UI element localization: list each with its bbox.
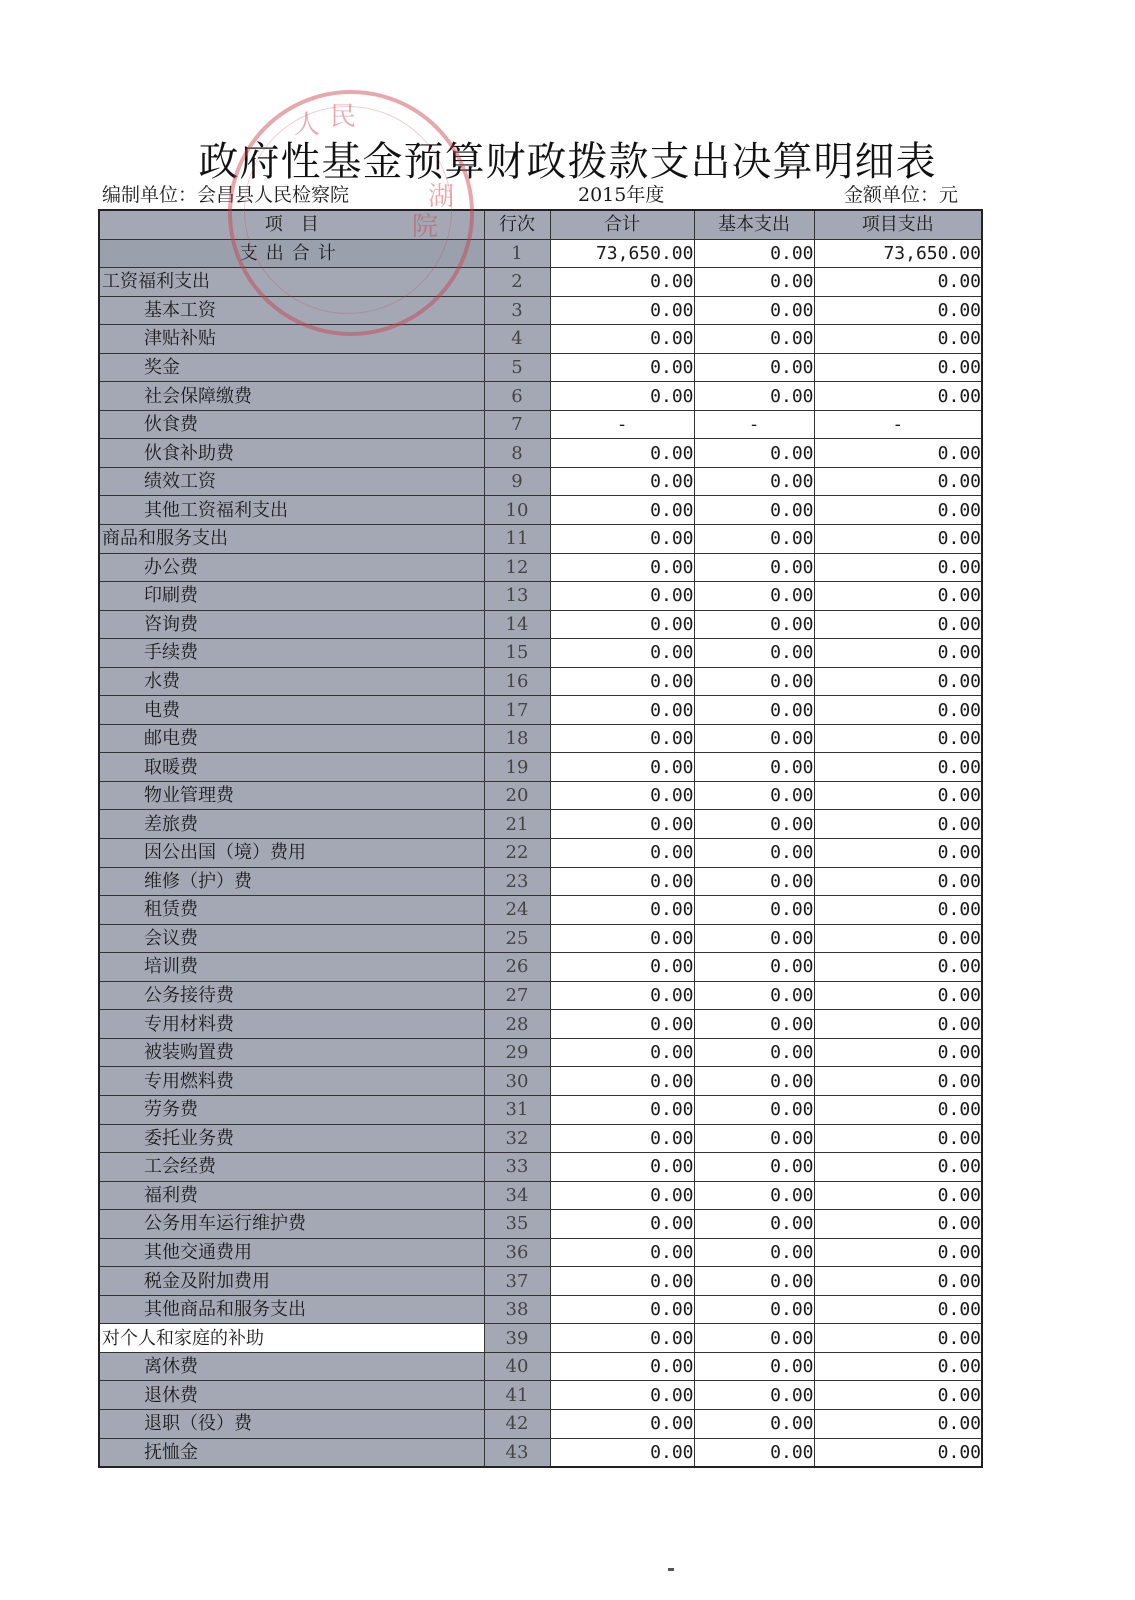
row-item: 伙食补助费 <box>99 439 484 468</box>
header-total: 合计 <box>550 210 694 239</box>
row-project: 0.00 <box>814 981 982 1010</box>
table-row <box>99 667 982 696</box>
row-line-no: 5 <box>484 353 550 382</box>
table-row <box>99 953 982 982</box>
row-project: 0.00 <box>814 753 982 782</box>
table-row <box>99 496 982 525</box>
row-basic: 0.00 <box>694 781 814 810</box>
row-basic: 0.00 <box>694 839 814 868</box>
row-project: 0.00 <box>814 553 982 582</box>
table-row <box>99 1381 982 1410</box>
row-total: 73,650.00 <box>550 239 694 268</box>
row-item: 税金及附加费用 <box>99 1267 484 1296</box>
row-item: 会议费 <box>99 924 484 953</box>
table-row <box>99 268 982 297</box>
row-line-no: 27 <box>484 981 550 1010</box>
row-item: 离休费 <box>99 1352 484 1381</box>
table-row <box>99 410 982 439</box>
row-total: 0.00 <box>550 667 694 696</box>
row-basic: 0.00 <box>694 753 814 782</box>
page-title: 政府性基金预算财政拨款支出决算明细表 <box>198 139 937 185</box>
table-row <box>99 1267 982 1296</box>
row-item: 专用材料费 <box>99 1010 484 1039</box>
row-project: 0.00 <box>814 1067 982 1096</box>
row-total: 0.00 <box>550 1438 694 1467</box>
row-basic: 0.00 <box>694 268 814 297</box>
row-total: 0.00 <box>550 1267 694 1296</box>
row-total: 0.00 <box>550 296 694 325</box>
row-basic: 0.00 <box>694 325 814 354</box>
row-item: 商品和服务支出 <box>99 525 484 554</box>
row-project: 0.00 <box>814 268 982 297</box>
row-basic: 0.00 <box>694 525 814 554</box>
row-total: 0.00 <box>550 496 694 525</box>
row-basic: 0.00 <box>694 1181 814 1210</box>
table-row <box>99 1038 982 1067</box>
row-item: 抚恤金 <box>99 1438 484 1467</box>
row-line-no: 33 <box>484 1153 550 1182</box>
row-line-no: 24 <box>484 896 550 925</box>
row-project: 0.00 <box>814 467 982 496</box>
table-row <box>99 439 982 468</box>
header-line-no: 行次 <box>484 210 550 239</box>
row-project: 0.00 <box>814 867 982 896</box>
row-project: 0.00 <box>814 839 982 868</box>
row-line-no: 19 <box>484 753 550 782</box>
row-item: 手续费 <box>99 639 484 668</box>
table-row <box>99 896 982 925</box>
row-line-no: 30 <box>484 1067 550 1096</box>
row-project: 0.00 <box>814 696 982 725</box>
row-project: 0.00 <box>814 667 982 696</box>
row-basic: 0.00 <box>694 1238 814 1267</box>
row-line-no: 40 <box>484 1352 550 1381</box>
table-body <box>99 239 982 1467</box>
row-project: 0.00 <box>814 1153 982 1182</box>
row-total: 0.00 <box>550 1324 694 1353</box>
row-project: 0.00 <box>814 1210 982 1239</box>
row-basic: 0.00 <box>694 353 814 382</box>
row-line-no: 26 <box>484 953 550 982</box>
row-basic: 0.00 <box>694 981 814 1010</box>
row-basic: 0.00 <box>694 1438 814 1467</box>
row-item: 咨询费 <box>99 610 484 639</box>
row-basic: 0.00 <box>694 924 814 953</box>
row-line-no: 3 <box>484 296 550 325</box>
row-line-no: 41 <box>484 1381 550 1410</box>
table-row <box>99 525 982 554</box>
row-total: 0.00 <box>550 525 694 554</box>
row-project: 0.00 <box>814 924 982 953</box>
row-item: 因公出国（境）费用 <box>99 839 484 868</box>
row-item: 退职（役）费 <box>99 1409 484 1438</box>
table-row <box>99 1324 982 1353</box>
row-project: 0.00 <box>814 1238 982 1267</box>
row-basic: 0.00 <box>694 1352 814 1381</box>
row-item: 工会经费 <box>99 1153 484 1182</box>
row-item: 伙食费 <box>99 410 484 439</box>
row-line-no: 37 <box>484 1267 550 1296</box>
table-row <box>99 353 982 382</box>
row-line-no: 38 <box>484 1295 550 1324</box>
row-item: 取暖费 <box>99 753 484 782</box>
row-total: 0.00 <box>550 867 694 896</box>
row-item: 被装购置费 <box>99 1038 484 1067</box>
row-line-no: 18 <box>484 724 550 753</box>
row-basic: 0.00 <box>694 553 814 582</box>
row-item: 培训费 <box>99 953 484 982</box>
row-project: 0.00 <box>814 382 982 411</box>
table-row <box>99 839 982 868</box>
row-basic: 0.00 <box>694 953 814 982</box>
row-basic: 0.00 <box>694 810 814 839</box>
row-total: - <box>550 410 694 439</box>
compiling-unit: 编制单位：会昌县人民检察院 <box>102 184 350 206</box>
table-row <box>99 810 982 839</box>
row-project: 0.00 <box>814 1124 982 1153</box>
row-basic: 0.00 <box>694 382 814 411</box>
row-total: 0.00 <box>550 439 694 468</box>
official-seal: 人 民 湖 院 <box>228 90 474 336</box>
row-item: 支出合计 <box>99 239 484 268</box>
row-basic: 0.00 <box>694 724 814 753</box>
table-row <box>99 1238 982 1267</box>
table-row <box>99 1153 982 1182</box>
row-item: 绩效工资 <box>99 467 484 496</box>
row-project: 73,650.00 <box>814 239 982 268</box>
row-line-no: 15 <box>484 639 550 668</box>
row-total: 0.00 <box>550 953 694 982</box>
row-basic: 0.00 <box>694 1381 814 1410</box>
row-total: 0.00 <box>550 582 694 611</box>
row-project: 0.00 <box>814 1324 982 1353</box>
table-row <box>99 553 982 582</box>
row-line-no: 4 <box>484 325 550 354</box>
row-total: 0.00 <box>550 610 694 639</box>
row-line-no: 42 <box>484 1409 550 1438</box>
row-basic: 0.00 <box>694 1067 814 1096</box>
row-total: 0.00 <box>550 781 694 810</box>
row-line-no: 43 <box>484 1438 550 1467</box>
table-row <box>99 1438 982 1467</box>
row-item: 物业管理费 <box>99 781 484 810</box>
row-project: 0.00 <box>814 1181 982 1210</box>
row-line-no: 34 <box>484 1181 550 1210</box>
row-total: 0.00 <box>550 325 694 354</box>
row-total: 0.00 <box>550 1010 694 1039</box>
table-row <box>99 582 982 611</box>
row-basic: 0.00 <box>694 696 814 725</box>
header-basic: 基本支出 <box>694 210 814 239</box>
row-project: 0.00 <box>814 353 982 382</box>
row-line-no: 36 <box>484 1238 550 1267</box>
row-project: 0.00 <box>814 1409 982 1438</box>
row-total: 0.00 <box>550 839 694 868</box>
row-project: 0.00 <box>814 296 982 325</box>
row-project: 0.00 <box>814 1381 982 1410</box>
row-project: 0.00 <box>814 1352 982 1381</box>
row-basic: 0.00 <box>694 1210 814 1239</box>
row-line-no: 2 <box>484 268 550 297</box>
row-item: 社会保障缴费 <box>99 382 484 411</box>
row-total: 0.00 <box>550 1210 694 1239</box>
table-row <box>99 924 982 953</box>
row-total: 0.00 <box>550 1295 694 1324</box>
row-total: 0.00 <box>550 553 694 582</box>
row-project: 0.00 <box>814 953 982 982</box>
row-basic: 0.00 <box>694 1038 814 1067</box>
row-project: 0.00 <box>814 724 982 753</box>
row-line-no: 11 <box>484 525 550 554</box>
row-total: 0.00 <box>550 1352 694 1381</box>
row-project: 0.00 <box>814 1010 982 1039</box>
header-project: 项目支出 <box>814 210 982 239</box>
row-basic: 0.00 <box>694 1010 814 1039</box>
row-project: - <box>814 410 982 439</box>
row-line-no: 32 <box>484 1124 550 1153</box>
row-line-no: 17 <box>484 696 550 725</box>
row-basic: 0.00 <box>694 439 814 468</box>
row-project: 0.00 <box>814 439 982 468</box>
row-line-no: 10 <box>484 496 550 525</box>
row-item: 工资福利支出 <box>99 268 484 297</box>
row-basic: 0.00 <box>694 496 814 525</box>
row-item: 印刷费 <box>99 582 484 611</box>
row-project: 0.00 <box>814 1095 982 1124</box>
row-line-no: 16 <box>484 667 550 696</box>
row-total: 0.00 <box>550 382 694 411</box>
table-row <box>99 382 982 411</box>
row-total: 0.00 <box>550 1153 694 1182</box>
money-unit: 金额单位：元 <box>844 184 959 206</box>
row-item: 劳务费 <box>99 1095 484 1124</box>
row-total: 0.00 <box>550 810 694 839</box>
row-basic: 0.00 <box>694 1124 814 1153</box>
row-item: 基本工资 <box>99 296 484 325</box>
row-total: 0.00 <box>550 981 694 1010</box>
row-total: 0.00 <box>550 639 694 668</box>
table-row <box>99 325 982 354</box>
row-item: 公务接待费 <box>99 981 484 1010</box>
row-basic: - <box>694 410 814 439</box>
row-line-no: 7 <box>484 410 550 439</box>
table-row <box>99 981 982 1010</box>
row-total: 0.00 <box>550 896 694 925</box>
row-line-no: 35 <box>484 1210 550 1239</box>
row-item: 其他商品和服务支出 <box>99 1295 484 1324</box>
table-row <box>99 1124 982 1153</box>
row-total: 0.00 <box>550 1238 694 1267</box>
row-total: 0.00 <box>550 467 694 496</box>
row-basic: 0.00 <box>694 582 814 611</box>
row-project: 0.00 <box>814 1267 982 1296</box>
row-total: 0.00 <box>550 1067 694 1096</box>
row-project: 0.00 <box>814 325 982 354</box>
row-item: 福利费 <box>99 1181 484 1210</box>
table-row <box>99 696 982 725</box>
table-row <box>99 724 982 753</box>
table-row <box>99 1352 982 1381</box>
row-basic: 0.00 <box>694 896 814 925</box>
table-row <box>99 781 982 810</box>
header-item: 项 目 <box>99 210 484 239</box>
row-item: 奖金 <box>99 353 484 382</box>
row-basic: 0.00 <box>694 1324 814 1353</box>
row-line-no: 25 <box>484 924 550 953</box>
row-project: 0.00 <box>814 896 982 925</box>
row-line-no: 39 <box>484 1324 550 1353</box>
row-item: 委托业务费 <box>99 1124 484 1153</box>
row-total: 0.00 <box>550 1181 694 1210</box>
row-total: 0.00 <box>550 753 694 782</box>
table-row <box>99 239 982 268</box>
row-project: 0.00 <box>814 639 982 668</box>
row-total: 0.00 <box>550 924 694 953</box>
row-basic: 0.00 <box>694 1409 814 1438</box>
row-project: 0.00 <box>814 610 982 639</box>
row-item: 水费 <box>99 667 484 696</box>
row-total: 0.00 <box>550 1381 694 1410</box>
table-row <box>99 1409 982 1438</box>
row-item: 其他交通费用 <box>99 1238 484 1267</box>
row-line-no: 22 <box>484 839 550 868</box>
row-project: 0.00 <box>814 781 982 810</box>
table-row <box>99 1095 982 1124</box>
row-line-no: 20 <box>484 781 550 810</box>
row-line-no: 1 <box>484 239 550 268</box>
row-item: 其他工资福利支出 <box>99 496 484 525</box>
table-row <box>99 1010 982 1039</box>
row-project: 0.00 <box>814 1438 982 1467</box>
row-basic: 0.00 <box>694 639 814 668</box>
row-basic: 0.00 <box>694 610 814 639</box>
row-line-no: 29 <box>484 1038 550 1067</box>
row-project: 0.00 <box>814 810 982 839</box>
row-basic: 0.00 <box>694 296 814 325</box>
table-row <box>99 296 982 325</box>
fiscal-year: 2015年度 <box>578 184 665 206</box>
row-total: 0.00 <box>550 696 694 725</box>
row-item: 公务用车运行维护费 <box>99 1210 484 1239</box>
row-line-no: 21 <box>484 810 550 839</box>
row-total: 0.00 <box>550 268 694 297</box>
row-item: 租赁费 <box>99 896 484 925</box>
row-item: 对个人和家庭的补助 <box>99 1324 484 1353</box>
row-item: 维修（护）费 <box>99 867 484 896</box>
table-row <box>99 1210 982 1239</box>
row-project: 0.00 <box>814 1295 982 1324</box>
row-basic: 0.00 <box>694 1095 814 1124</box>
row-total: 0.00 <box>550 724 694 753</box>
row-item: 电费 <box>99 696 484 725</box>
row-item: 邮电费 <box>99 724 484 753</box>
table-row <box>99 753 982 782</box>
row-line-no: 9 <box>484 467 550 496</box>
row-line-no: 13 <box>484 582 550 611</box>
row-total: 0.00 <box>550 1124 694 1153</box>
row-total: 0.00 <box>550 1038 694 1067</box>
row-item: 办公费 <box>99 553 484 582</box>
row-total: 0.00 <box>550 353 694 382</box>
table-row <box>99 867 982 896</box>
table-row <box>99 467 982 496</box>
table-row <box>99 1295 982 1324</box>
row-item: 差旅费 <box>99 810 484 839</box>
row-item: 退休费 <box>99 1381 484 1410</box>
row-project: 0.00 <box>814 525 982 554</box>
row-item: 津贴补贴 <box>99 325 484 354</box>
row-line-no: 6 <box>484 382 550 411</box>
row-total: 0.00 <box>550 1409 694 1438</box>
row-basic: 0.00 <box>694 1267 814 1296</box>
table-row <box>99 639 982 668</box>
row-line-no: 23 <box>484 867 550 896</box>
scan-speck <box>668 1568 674 1571</box>
row-project: 0.00 <box>814 1038 982 1067</box>
row-basic: 0.00 <box>694 867 814 896</box>
row-basic: 0.00 <box>694 467 814 496</box>
row-project: 0.00 <box>814 582 982 611</box>
table-row <box>99 1181 982 1210</box>
row-project: 0.00 <box>814 496 982 525</box>
table-header-row <box>99 210 982 239</box>
expenditure-table <box>98 209 983 1468</box>
row-line-no: 8 <box>484 439 550 468</box>
row-basic: 0.00 <box>694 667 814 696</box>
table-row <box>99 1067 982 1096</box>
row-line-no: 14 <box>484 610 550 639</box>
row-total: 0.00 <box>550 1095 694 1124</box>
row-basic: 0.00 <box>694 1153 814 1182</box>
row-line-no: 31 <box>484 1095 550 1124</box>
row-basic: 0.00 <box>694 1295 814 1324</box>
row-basic: 0.00 <box>694 239 814 268</box>
row-line-no: 28 <box>484 1010 550 1039</box>
row-line-no: 12 <box>484 553 550 582</box>
row-item: 专用燃料费 <box>99 1067 484 1096</box>
table-row <box>99 610 982 639</box>
